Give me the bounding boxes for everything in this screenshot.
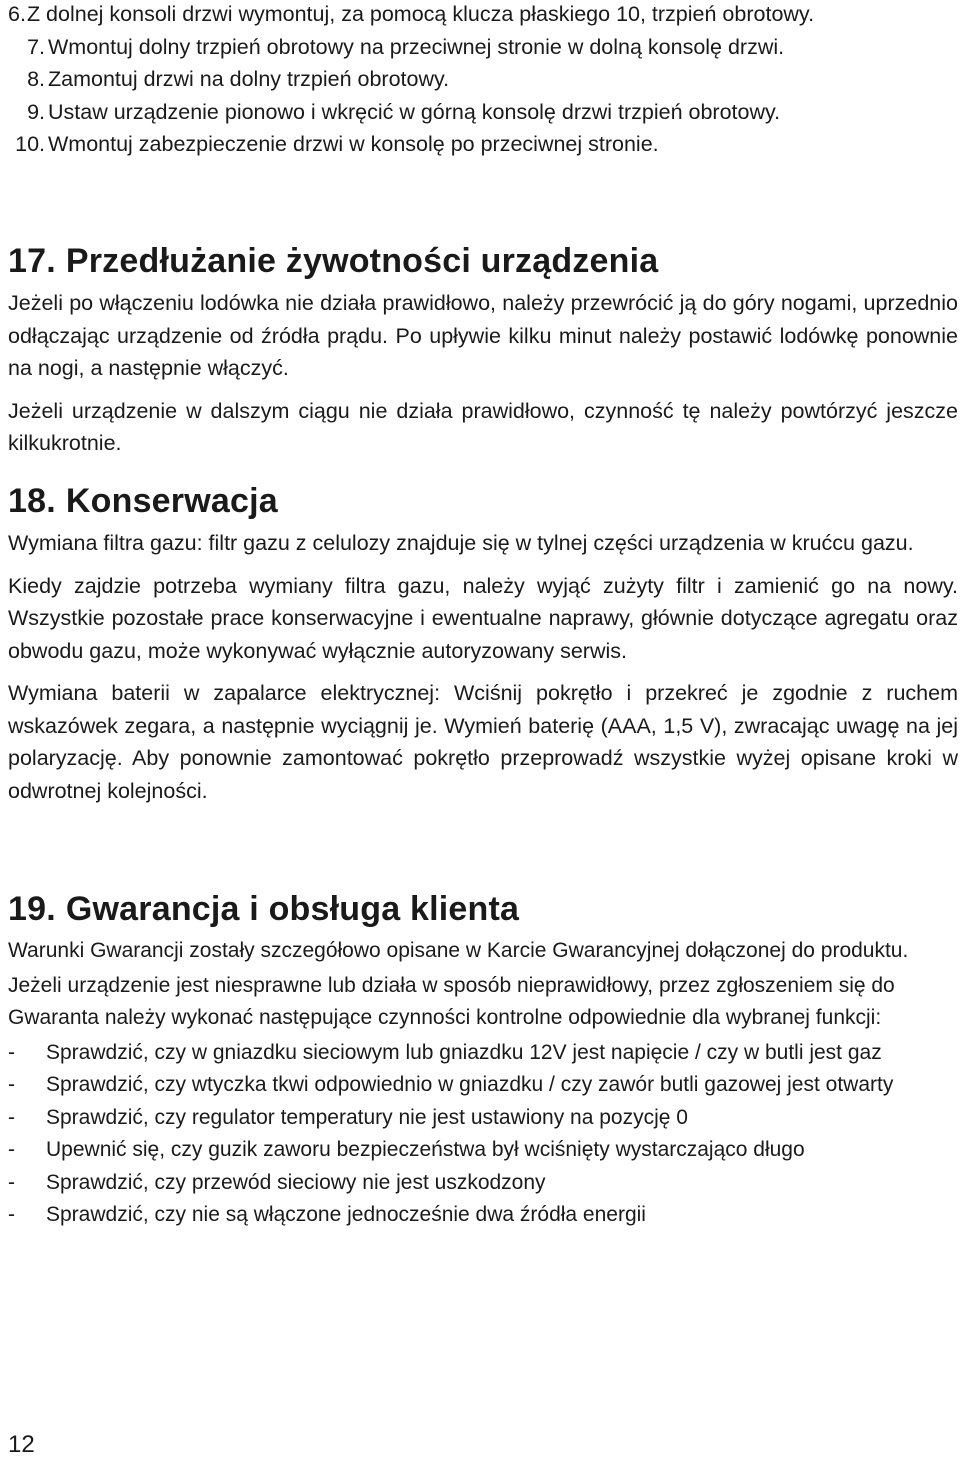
- step-number: 8.: [27, 67, 45, 91]
- step-item: [8, 63, 958, 96]
- list-item: [8, 1199, 958, 1232]
- paragraph: Jeżeli urządzenie w dalszym ciągu nie działa prawidłowo, czynność tę należy powtórzyć jeszcze kilkukrotnie.: [8, 398, 958, 455]
- checklist: [8, 1037, 958, 1232]
- installation-steps-list: [8, 0, 958, 161]
- list-item-text: Sprawdzić, czy regulator temperatury nie jest ustawiony na pozycję 0: [46, 1105, 688, 1129]
- bullet-dash: -: [8, 1170, 15, 1194]
- bullet-dash: -: [8, 1138, 15, 1161]
- bullet-dash: -: [8, 1073, 15, 1096]
- step-text: Ustaw urządzenie pionowo i wkręcić w górną konsolę drzwi trzpień obrotowy.: [48, 99, 781, 124]
- bullet-dash: -: [8, 1040, 15, 1064]
- section-19: [8, 886, 958, 1232]
- step-number: 10.: [15, 132, 45, 156]
- paragraph: Kiedy zajdzie potrzeba wymiany filtra gazu, należy wyjąć zużyty filtr i zamienić go na nowy. Wszystkie pozostałe prace konserwacyjne i ewentualne naprawy, głównie dotyczące agregatu oraz obwodu gazu, może wykonywać wyłącznie autoryzowany serwis.: [8, 573, 958, 663]
- bullet-dash: -: [8, 1203, 15, 1226]
- list-item: [8, 1037, 958, 1070]
- section-17: [8, 238, 958, 460]
- page-number: 12: [8, 1431, 35, 1458]
- list-item-text: Sprawdzić, czy przewód sieciowy nie jest uszkodzony: [46, 1170, 546, 1194]
- list-item-text: Upewnić się, czy guzik zaworu bezpieczeństwa był wciśnięty wystarczająco długo: [46, 1138, 805, 1161]
- section-number: 18.: [8, 482, 56, 520]
- list-item-text: Sprawdzić, czy w gniazdku sieciowym lub gniazdku 12V jest napięcie / czy w butli jest gaz: [46, 1040, 882, 1064]
- step-number: 7.: [27, 34, 45, 59]
- list-item-text: Sprawdzić, czy wtyczka tkwi odpowiednio w gniazdku / czy zawór butli gazowej jest otwarty: [46, 1073, 894, 1096]
- list-item: [8, 1167, 958, 1200]
- section-title: Gwarancja i obsługa klienta: [65, 890, 520, 928]
- paragraph: Jeżeli po włączeniu lodówka nie działa prawidłowo, należy przewrócić ją do góry nogami, uprzednio odłączając urządzenie od źródła prądu. Po upływie kilku minut należy postawić lodówkę ponownie na nogi, a następnie włączyć.: [8, 291, 958, 380]
- section-18: [8, 478, 958, 807]
- bullet-dash: -: [8, 1105, 15, 1129]
- paragraph: Wymiana filtra gazu: filtr gazu z celulozy znajduje się w tylnej części urządzenia w krućcu gazu.: [8, 531, 914, 555]
- step-text: Wmontuj dolny trzpień obrotowy na przeciwnej stronie w dolną konsolę drzwi.: [48, 34, 785, 59]
- list-item-text: Sprawdzić, czy nie są włączone jednocześnie dwa źródła energii: [46, 1203, 646, 1226]
- step-text: Wmontuj zabezpieczenie drzwi w konsolę po przeciwnej stronie.: [48, 132, 659, 156]
- step-item: [8, 96, 958, 129]
- section-number: 19.: [8, 890, 56, 928]
- section-heading: [8, 886, 958, 932]
- section-number: 17.: [8, 242, 56, 280]
- paragraph: Warunki Gwarancji zostały szczegółowo opisane w Karcie Gwarancyjnej dołączonej do produktu.: [8, 939, 909, 962]
- step-item: [8, 128, 958, 161]
- step-number: 6.: [8, 2, 26, 26]
- list-item: [8, 1102, 958, 1135]
- list-item: [8, 1069, 958, 1102]
- paragraph: Wymiana baterii w zapalarce elektrycznej: Wciśnij pokrętło i przekreć je zgodnie z ruchem wskazówek zegara, a następnie wyciągnij je. Wymień baterię (AAA, 1,5 V), zwracając uwagę na jej polaryzację. Aby ponownie zamontować pokrętło przeprowadź wszystkie wyżej opisane kroki w odwrotnej kolejności.: [8, 681, 958, 803]
- section-title: Konserwacja: [65, 482, 278, 520]
- section-heading: [8, 478, 958, 524]
- step-item: [8, 31, 958, 64]
- paragraph: Jeżeli urządzenie jest niesprawne lub działa w sposób nieprawidłowy, przez zgłoszeniem się do Gwaranta należy wykonać następujące czynności kontrolne odpowiednie dla wybranej funkcji:: [8, 973, 895, 1029]
- step-text: Z dolnej konsoli drzwi wymontuj, za pomocą klucza płaskiego 10, trzpień obrotowy.: [26, 2, 815, 26]
- step-number: 9.: [27, 99, 45, 124]
- step-text: Zamontuj drzwi na dolny trzpień obrotowy.: [48, 67, 450, 91]
- step-item: [8, 0, 958, 31]
- section-heading: [8, 238, 958, 284]
- list-item: [8, 1134, 958, 1167]
- section-title: Przedłużanie żywotności urządzenia: [65, 242, 659, 280]
